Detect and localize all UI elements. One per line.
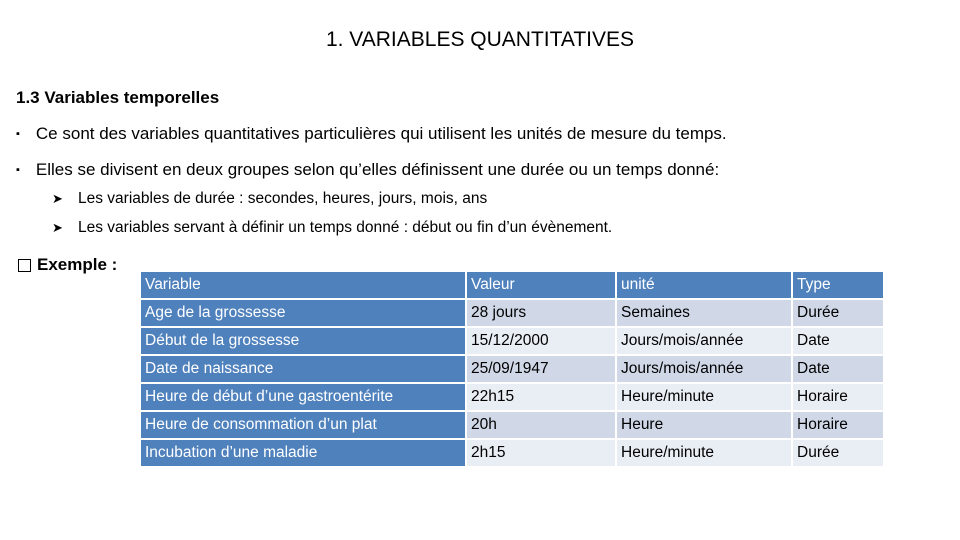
section-heading: 1.3 Variables temporelles <box>16 88 220 107</box>
example-label <box>16 255 117 275</box>
table-cell: Heure de début d’une gastroentérite <box>141 384 465 410</box>
table-cell: Durée <box>793 300 883 326</box>
table-row <box>141 328 883 354</box>
table-cell: Heure de consommation d’un plat <box>141 412 465 438</box>
sub-bullet-text: Les variables servant à définir un temps donné : début ou fin d’un évènement. <box>78 219 613 236</box>
table-cell: 15/12/2000 <box>467 328 615 354</box>
table-row <box>141 440 883 466</box>
table-cell: Début de la grossesse <box>141 328 465 354</box>
table-cell: 2h15 <box>467 440 615 466</box>
table-header-cell: unité <box>617 272 791 298</box>
bullet-text: Ce sont des variables quantitatives particulières qui utilisent les unités de mesure du temps. <box>35 124 727 143</box>
table-cell: 22h15 <box>467 384 615 410</box>
table-header-cell: Valeur <box>467 272 615 298</box>
table-cell: Date <box>793 356 883 382</box>
variables-table <box>139 270 885 468</box>
table-row <box>141 356 883 382</box>
table-cell: 20h <box>467 412 615 438</box>
table-row <box>141 300 883 326</box>
table-cell: Date de naissance <box>141 356 465 382</box>
example-label-text: Exemple : <box>37 255 118 274</box>
sub-bullet-item <box>52 219 612 237</box>
table-cell: Incubation d’une maladie <box>141 440 465 466</box>
table-header-cell: Variable <box>141 272 465 298</box>
table-cell: Heure/minute <box>617 384 791 410</box>
table-header-cell: Type <box>793 272 883 298</box>
table-cell: Horaire <box>793 384 883 410</box>
table-cell: Heure <box>617 412 791 438</box>
table-cell: 25/09/1947 <box>467 356 615 382</box>
table-header-row <box>141 272 883 298</box>
bullet-item <box>16 124 727 144</box>
table-cell: Semaines <box>617 300 791 326</box>
table-cell: Horaire <box>793 412 883 438</box>
table-row <box>141 384 883 410</box>
table-cell: Durée <box>793 440 883 466</box>
sub-bullet-item <box>52 190 487 208</box>
table-cell: Jours/mois/année <box>617 356 791 382</box>
bullet-item <box>16 160 719 180</box>
square-bullet-icon: ▪ <box>16 128 20 140</box>
arrow-bullet-icon: ➤ <box>52 220 63 235</box>
checkbox-bullet-icon <box>18 259 31 272</box>
table-cell: 28 jours <box>467 300 615 326</box>
page-title: 1. VARIABLES QUANTITATIVES <box>325 28 635 51</box>
sub-bullet-text: Les variables de durée : secondes, heures, jours, mois, ans <box>78 190 488 207</box>
table-cell: Jours/mois/année <box>617 328 791 354</box>
table-cell: Date <box>793 328 883 354</box>
table-row <box>141 412 883 438</box>
arrow-bullet-icon: ➤ <box>52 191 63 206</box>
table-cell: Age de la grossesse <box>141 300 465 326</box>
table-cell: Heure/minute <box>617 440 791 466</box>
bullet-text: Elles se divisent en deux groupes selon qu’elles définissent une durée ou un temps donné: <box>35 160 720 179</box>
square-bullet-icon: ▪ <box>16 164 20 176</box>
